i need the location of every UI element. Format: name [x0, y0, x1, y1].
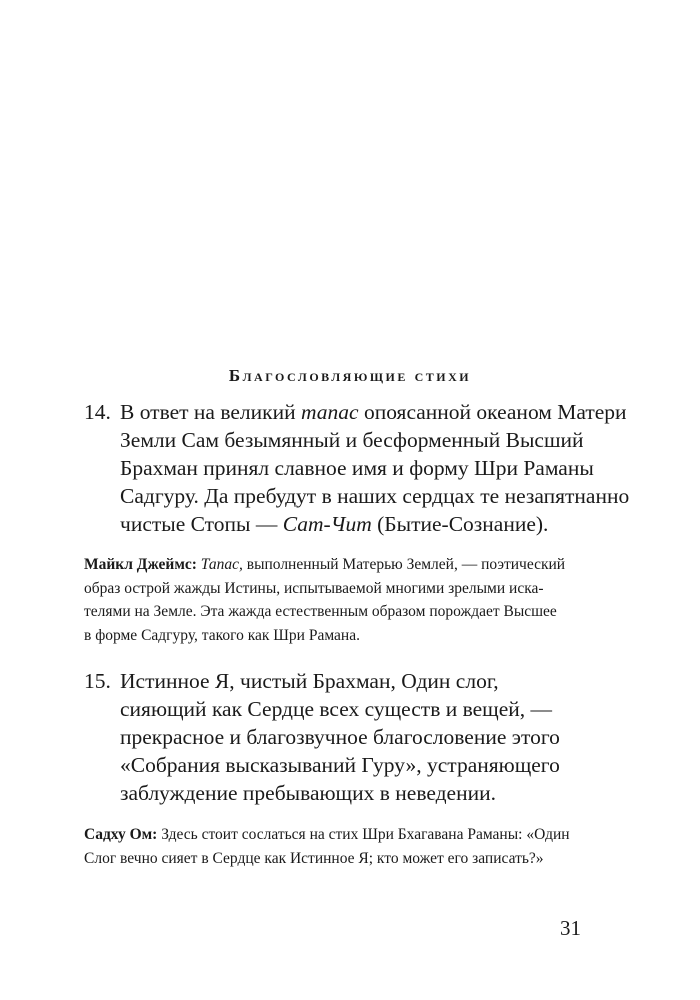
- commentary-line: телями на Земле. Эта жажда естественным образом порождает Высшее: [84, 603, 557, 620]
- verse-line: сияющий как Сердце всех существ и вещей, —: [120, 697, 553, 721]
- page-number: 31: [560, 916, 581, 940]
- commentary-line: Майкл Джеймс: Тапас, выполненный Матерью Землей, — поэтический: [84, 556, 566, 573]
- italic-term: тапас: [300, 400, 359, 424]
- verse-line: прекрасное и благозвучное благословение этого: [120, 725, 560, 749]
- verse-line: В ответ на великий тапас опоясанной океаном Матери: [120, 400, 627, 424]
- commentary-15: [84, 823, 624, 870]
- commentary-line: Слог вечно сияет в Сердце как Истинное Я; кто может его записать?»: [84, 849, 544, 867]
- commentary-line: Садху Ом: Здесь стоит сослаться на стих Шри Бхагавана Раманы: «Один: [84, 826, 570, 843]
- italic-term: Тапас,: [200, 556, 243, 573]
- verse-number: 15.: [84, 669, 111, 693]
- verse-line: Истинное Я, чистый Брахман, Один слог,: [120, 669, 499, 693]
- italic-term: Сат-Чит: [282, 512, 372, 536]
- commentary-14: [84, 553, 624, 647]
- verse-line: Земли Сам безымянный и бесформенный Высший: [120, 428, 584, 452]
- commentary-line: образ острой жажды Истины, испытываемой многими зрелыми иска-: [84, 579, 544, 597]
- verse-line: Брахман принял славное имя и форму Шри Раманы: [120, 456, 594, 480]
- verse-number: 14.: [84, 400, 111, 424]
- verse-15: [84, 667, 624, 807]
- verse-line: заблуждение пребывающих в неведении.: [120, 781, 496, 805]
- verse-line: чистые Стопы — Сат-Чит (Бытие-Сознание).: [120, 512, 549, 536]
- verse-line: Садгуру. Да пребудут в наших сердцах те незапятнанно: [120, 484, 630, 508]
- verse-line: «Собрания высказываний Гуру», устраняющего: [120, 753, 560, 777]
- commentary-author: Садху Ом:: [84, 826, 158, 843]
- commentary-line: в форме Садгуру, такого как Шри Рамана.: [84, 626, 360, 644]
- verse-14: [84, 398, 630, 538]
- commentary-author: Майкл Джеймс:: [84, 556, 197, 573]
- section-heading: Благословляющие стихи: [228, 366, 472, 385]
